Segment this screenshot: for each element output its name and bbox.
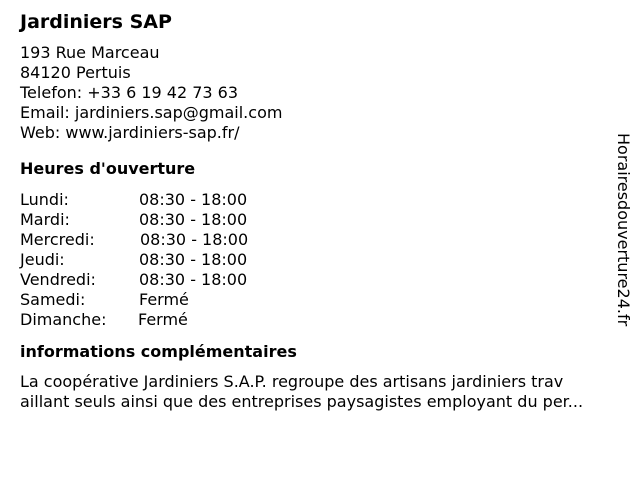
- site-watermark: Horairesdouverture24.fr: [614, 133, 633, 327]
- hours-time: 08:30 - 18:00: [139, 190, 248, 209]
- hours-time: 08:30 - 18:00: [140, 230, 249, 249]
- info-heading: informations complémentaires: [20, 342, 297, 361]
- hours-time: 08:30 - 18:00: [139, 250, 248, 269]
- hours-row-dimanche: [20, 310, 630, 330]
- business-name: Jardiniers SAP: [20, 11, 172, 33]
- hours-day: Samedi:: [20, 290, 86, 309]
- phone-line: Telefon: +33 6 19 42 73 63: [20, 83, 239, 102]
- hours-day: Jeudi:: [20, 250, 65, 269]
- hours-heading: Heures d'ouverture: [20, 159, 196, 178]
- business-card: [20, 10, 630, 412]
- contact-block: [20, 43, 630, 143]
- hours-time: Fermé: [138, 310, 188, 329]
- hours-time: 08:30 - 18:00: [139, 270, 248, 289]
- hours-row-lundi: [20, 190, 630, 210]
- info-description-line: aillant seuls ainsi que des entreprises paysagistes employant du per...: [20, 392, 584, 411]
- hours-day: Vendredi:: [20, 270, 96, 289]
- email-line: Email: jardiniers.sap@gmail.com: [20, 103, 283, 122]
- hours-day: Lundi:: [20, 190, 69, 209]
- hours-row-mardi: [20, 210, 630, 230]
- hours-day: Mardi:: [20, 210, 70, 229]
- hours-table: [20, 190, 630, 330]
- address-city: 84120 Pertuis: [20, 63, 131, 82]
- hours-time: Fermé: [139, 290, 189, 309]
- hours-row-jeudi: [20, 250, 630, 270]
- hours-day: Mercredi:: [20, 230, 95, 249]
- address-street: 193 Rue Marceau: [20, 43, 160, 62]
- info-description: [20, 372, 630, 412]
- hours-time: 08:30 - 18:00: [139, 210, 248, 229]
- hours-row-vendredi: [20, 270, 630, 290]
- web-line: Web: www.jardiniers-sap.fr/: [20, 123, 240, 142]
- info-description-line: La coopérative Jardiniers S.A.P. regroupe des artisans jardiniers trav: [20, 372, 564, 391]
- hours-row-mercredi: [20, 230, 630, 250]
- hours-day: Dimanche:: [20, 310, 107, 329]
- hours-row-samedi: [20, 290, 630, 310]
